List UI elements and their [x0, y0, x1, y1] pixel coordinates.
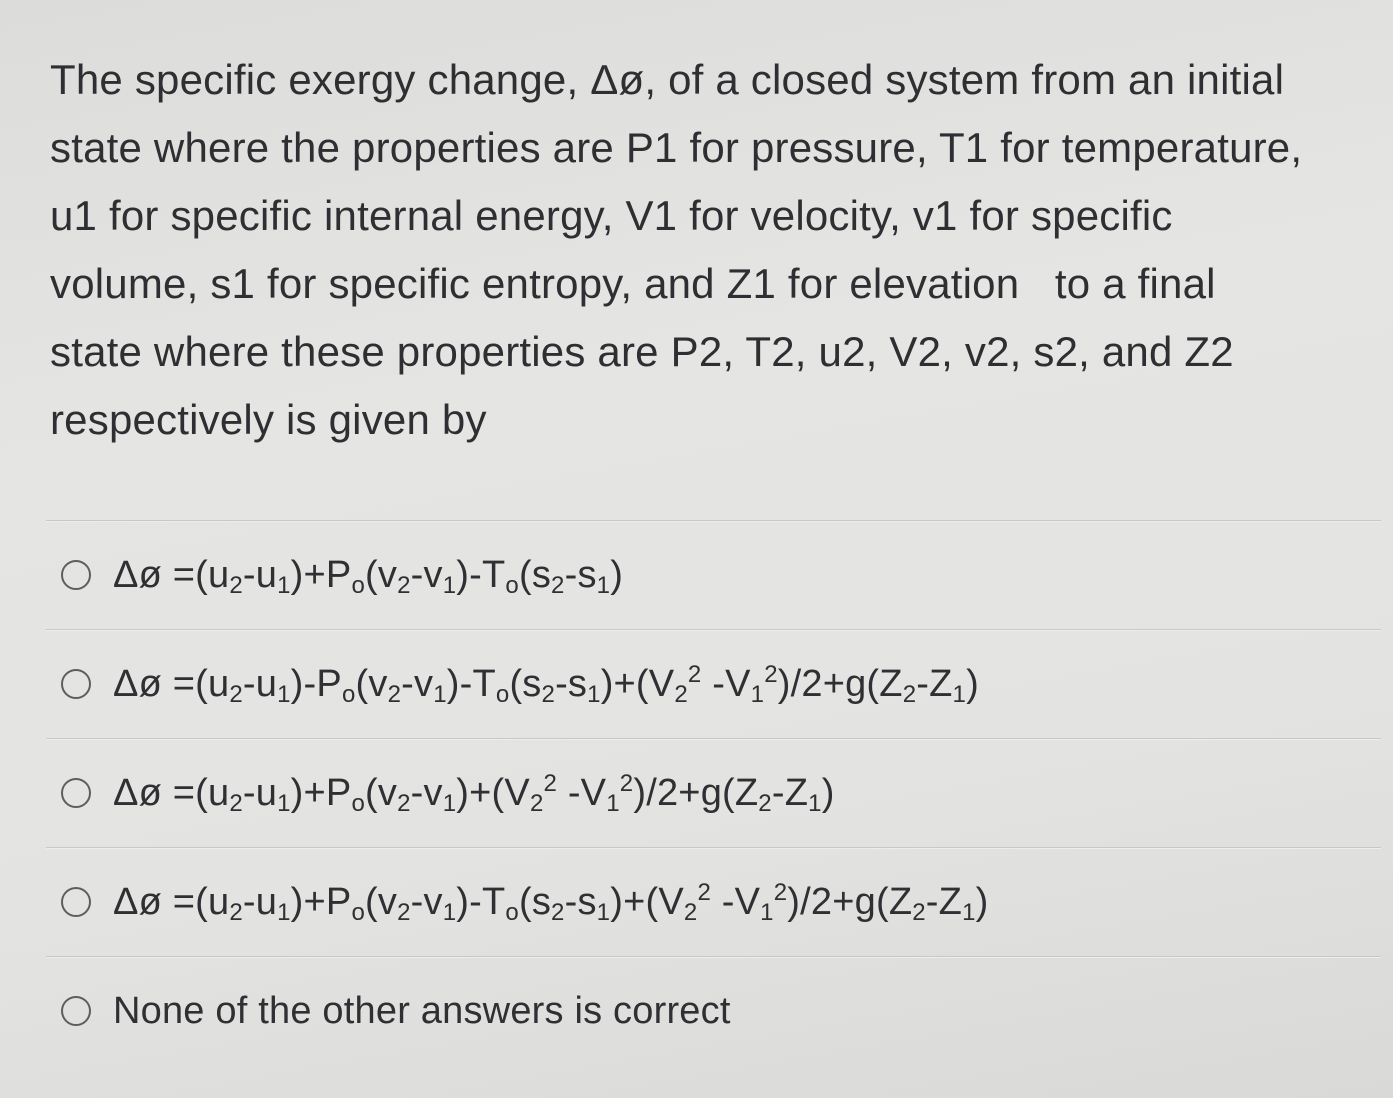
option-label: Δø $=(u_2-u_1)-P_o(v_2-v_1)-T_o(s_2-s_1)+(V_2^2$ $-V_1^2)/2+g(Z_2-Z_1)$ [113, 660, 979, 708]
answer-option-4[interactable] [46, 848, 1381, 956]
answer-option-1[interactable] [46, 521, 1381, 629]
radio-button-icon[interactable] [61, 887, 91, 917]
question-line: respectively is given by [50, 396, 487, 443]
option-label: Δø $=(u_2-u_1)+P_o(v_2-v_1)+(V_2^2$ $-V_1^2)/2+g(Z_2-Z_1)$ [113, 769, 835, 817]
question-line: volume, s1 for specific entropy, and Z1 for elevation to a final [50, 260, 1216, 307]
question-line: state where these properties are P2, T2, u2, V2, v2, s2, and Z2 [50, 328, 1234, 375]
radio-button-icon[interactable] [61, 778, 91, 808]
question-line: The specific exergy change, Δø, of a closed system from an initial [50, 56, 1285, 103]
radio-button-icon[interactable] [61, 560, 91, 590]
option-label: None of the other answers is correct [113, 989, 731, 1032]
answer-option-2[interactable] [46, 630, 1381, 738]
question-line: u1 for specific internal energy, V1 for velocity, v1 for specific [50, 192, 1173, 239]
answer-option-3[interactable] [46, 739, 1381, 847]
question-text [50, 46, 1380, 454]
answer-option-5[interactable] [46, 957, 1381, 1065]
radio-button-icon[interactable] [61, 669, 91, 699]
answer-options [46, 520, 1381, 1065]
option-label: Δø $=(u_2-u_1)+P_o(v_2-v_1)-T_o(s_2-s_1)+(V_2^2$ $-V_1^2)/2+g(Z_2-Z_1)$ [113, 878, 989, 926]
radio-button-icon[interactable] [61, 996, 91, 1026]
question-line: state where the properties are P1 for pressure, T1 for temperature, [50, 124, 1303, 171]
option-label: Δø $=(u_2-u_1)+P_o(v_2-v_1)-T_o(s_2-s_1)$ [113, 553, 624, 599]
